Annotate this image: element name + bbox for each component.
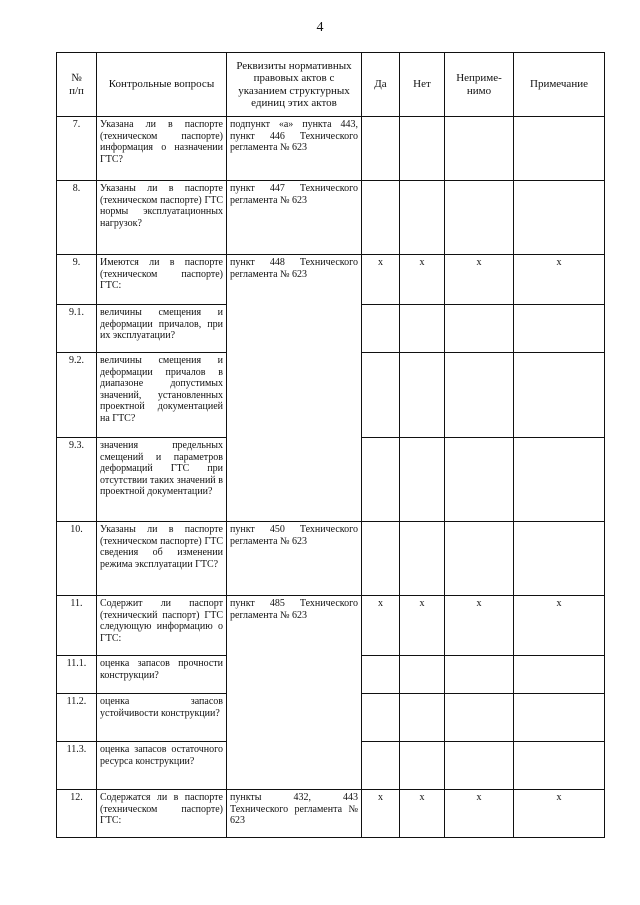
na-cell: x: [445, 255, 514, 305]
yes-cell: x: [362, 596, 400, 656]
na-cell[interactable]: [445, 117, 514, 181]
yes-cell: x: [362, 790, 400, 838]
row-number: 11.1.: [57, 656, 97, 694]
table-row: [57, 255, 605, 305]
na-cell[interactable]: [445, 353, 514, 438]
row-number: 7.: [57, 117, 97, 181]
requisites-cell: подпункт «а» пункта 443, пункт 446 Технического регламента № 623: [227, 117, 362, 181]
no-cell: x: [400, 255, 445, 305]
yes-cell[interactable]: [362, 656, 400, 694]
no-cell[interactable]: [400, 656, 445, 694]
row-number: 11.3.: [57, 742, 97, 790]
note-cell: x: [514, 255, 605, 305]
yes-cell[interactable]: [362, 117, 400, 181]
requisites-cell: пункты 432, 443 Технического регламента № 623: [227, 790, 362, 838]
note-cell[interactable]: [514, 694, 605, 742]
yes-cell[interactable]: [362, 742, 400, 790]
no-cell[interactable]: [400, 353, 445, 438]
row-number: 8.: [57, 181, 97, 255]
row-number: 9.3.: [57, 438, 97, 522]
na-cell[interactable]: [445, 305, 514, 353]
question-cell: величины смещения и деформации причалов, при их эксплуатации?: [97, 305, 227, 353]
row-number: 9.: [57, 255, 97, 305]
question-cell: величины смещения и деформации причалов в диапазоне допустимых значений, установленных проектной документацией на ГТС?: [97, 353, 227, 438]
na-cell: x: [445, 790, 514, 838]
yes-cell[interactable]: [362, 305, 400, 353]
question-cell: Содержит ли паспорт (технический паспорт) ГТС следующую информацию о ГТС:: [97, 596, 227, 656]
question-cell: оценка запасов устойчивости конструкции?: [97, 694, 227, 742]
na-cell[interactable]: [445, 742, 514, 790]
table-row: [57, 790, 605, 838]
no-cell[interactable]: [400, 522, 445, 596]
table-row: [57, 596, 605, 656]
na-cell: x: [445, 596, 514, 656]
requisites-cell: пункт 448 Технического регламента № 623: [227, 255, 362, 522]
na-cell[interactable]: [445, 522, 514, 596]
question-cell: значения предельных смещений и параметров деформаций ГТС при отсутствии таких значений в проектной документации?: [97, 438, 227, 522]
yes-cell[interactable]: [362, 522, 400, 596]
no-cell[interactable]: [400, 117, 445, 181]
row-number: 9.2.: [57, 353, 97, 438]
no-cell[interactable]: [400, 305, 445, 353]
question-cell: Указана ли в паспорте (техническом паспорте) информация о назначении ГТС?: [97, 117, 227, 181]
note-cell: x: [514, 790, 605, 838]
header-no: Нет: [400, 53, 445, 117]
no-cell[interactable]: [400, 181, 445, 255]
question-cell: Содержатся ли в паспорте (техническом паспорте) ГТС:: [97, 790, 227, 838]
row-number: 12.: [57, 790, 97, 838]
header-num: № п/п: [57, 53, 97, 117]
header-note: Примечание: [514, 53, 605, 117]
note-cell[interactable]: [514, 742, 605, 790]
note-cell: x: [514, 596, 605, 656]
row-number: 9.1.: [57, 305, 97, 353]
na-cell[interactable]: [445, 656, 514, 694]
note-cell[interactable]: [514, 353, 605, 438]
no-cell[interactable]: [400, 438, 445, 522]
question-cell: Имеются ли в паспорте (техническом паспорте) ГТС:: [97, 255, 227, 305]
yes-cell[interactable]: [362, 353, 400, 438]
note-cell[interactable]: [514, 656, 605, 694]
note-cell[interactable]: [514, 117, 605, 181]
table-header-row: [57, 53, 605, 117]
na-cell[interactable]: [445, 181, 514, 255]
question-cell: оценка запасов прочности конструкции?: [97, 656, 227, 694]
yes-cell[interactable]: [362, 438, 400, 522]
note-cell[interactable]: [514, 181, 605, 255]
page-number: 4: [316, 20, 324, 35]
requisites-cell: пункт 485 Технического регламента № 623: [227, 596, 362, 790]
note-cell[interactable]: [514, 305, 605, 353]
row-number: 11.2.: [57, 694, 97, 742]
table-row: [57, 522, 605, 596]
question-cell: Указаны ли в паспорте (техническом паспорте) ГТС сведения об изменении режима эксплуатации ГТС?: [97, 522, 227, 596]
header-yes: Да: [362, 53, 400, 117]
header-na: Неприме- нимо: [445, 53, 514, 117]
yes-cell[interactable]: [362, 694, 400, 742]
yes-cell: x: [362, 255, 400, 305]
yes-cell[interactable]: [362, 181, 400, 255]
requisites-cell: пункт 447 Технического регламента № 623: [227, 181, 362, 255]
header-questions: Контрольные вопросы: [97, 53, 227, 117]
no-cell: x: [400, 596, 445, 656]
table-row: [57, 117, 605, 181]
question-cell: Указаны ли в паспорте (техническом паспорте) ГТС нормы эксплуатационных нагрузок?: [97, 181, 227, 255]
na-cell[interactable]: [445, 694, 514, 742]
no-cell: x: [400, 790, 445, 838]
checklist-table: [56, 52, 605, 838]
requisites-cell: пункт 450 Технического регламента № 623: [227, 522, 362, 596]
row-number: 10.: [57, 522, 97, 596]
no-cell[interactable]: [400, 694, 445, 742]
note-cell[interactable]: [514, 522, 605, 596]
no-cell[interactable]: [400, 742, 445, 790]
question-cell: оценка запасов остаточного ресурса конструкции?: [97, 742, 227, 790]
na-cell[interactable]: [445, 438, 514, 522]
table-row: [57, 181, 605, 255]
note-cell[interactable]: [514, 438, 605, 522]
header-requisites: Реквизиты нормативных правовых актов с указанием структурных единиц этих актов: [227, 53, 362, 117]
row-number: 11.: [57, 596, 97, 656]
